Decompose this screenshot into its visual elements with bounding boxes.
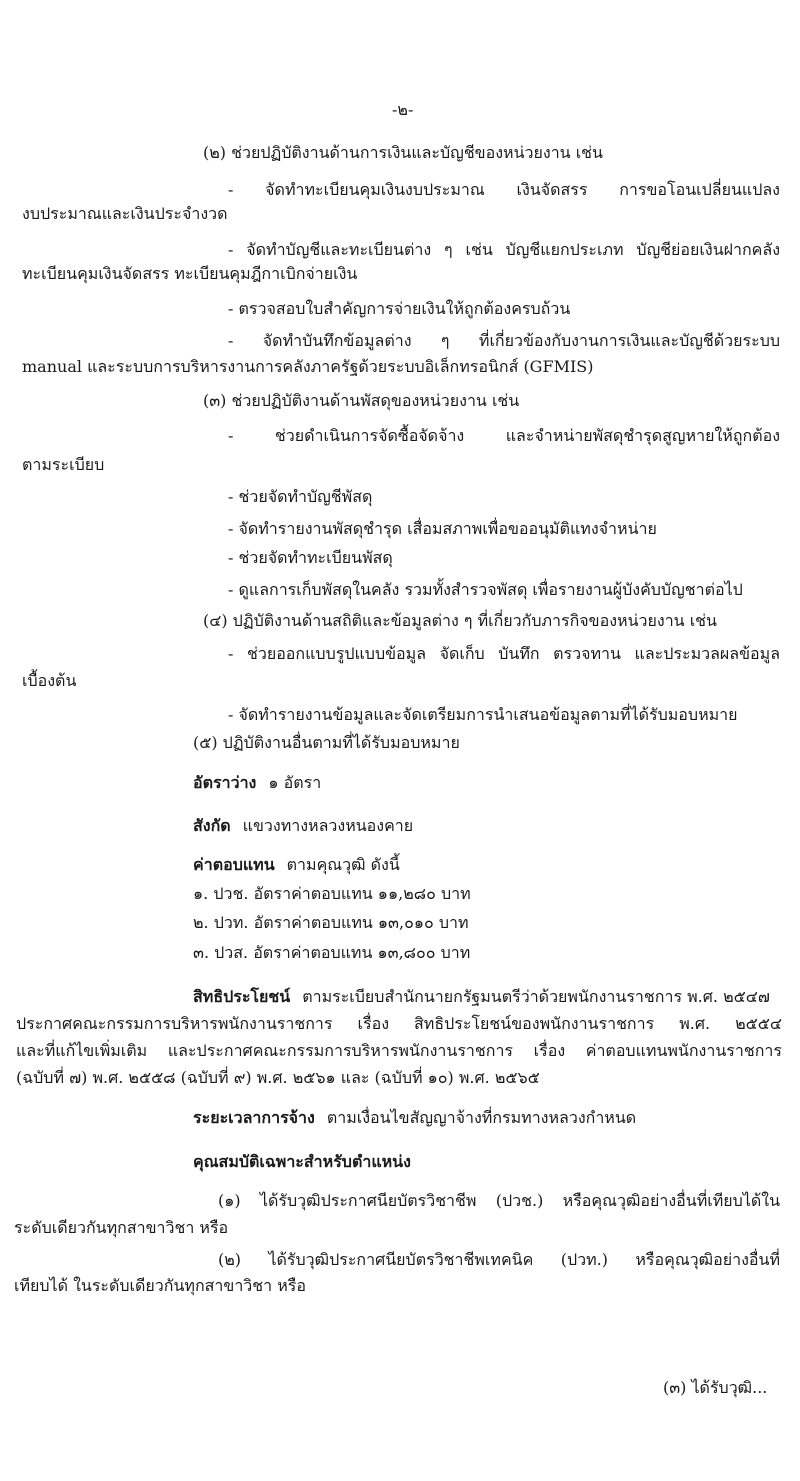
benefits-text-3: และที่แก้ไขเพิ่มเติม และประกาศคณะกรรมการบริหารพนักงานราชการ เรื่อง ค่าตอบแทนพนักงานราชการ bbox=[16, 1041, 782, 1060]
supplies-item-1-line-1: - ช่วยดำเนินการจัดซื้อจัดจ้าง และจำหน่ายพัสดุชำรุดสูญหายให้ถูกต้อง bbox=[228, 426, 780, 445]
supplies-item-2: - ช่วยจัดทำบัญชีพัสดุ bbox=[228, 487, 373, 506]
benefits-text-4: (ฉบับที่ ๗) พ.ศ. ๒๕๕๘ (ฉบับที่ ๙) พ.ศ. ๒๕๖๑ และ (ฉบับที่ ๑๐) พ.ศ. ๒๕๖๕ bbox=[16, 1068, 540, 1087]
supplies-heading: (๓) ช่วยปฏิบัติงานด้านพัสดุของหน่วยงาน เช่น bbox=[203, 391, 520, 410]
other-duties: (๕) ปฏิบัติงานอื่นตามที่ได้รับมอบหมาย bbox=[193, 733, 460, 752]
compensation-row-1: ๑. ปวช. อัตราค่าตอบแทน ๑๑,๒๘๐ บาท bbox=[193, 884, 471, 903]
employment-period-line bbox=[193, 1108, 636, 1128]
statistics-heading: (๔) ปฏิบัติงานด้านสถิติและข้อมูลต่าง ๆ ที่เกี่ยวกับภารกิจของหน่วยงาน เช่น bbox=[203, 611, 717, 630]
affiliation-value: แขวงทางหลวงหนองคาย bbox=[242, 816, 414, 835]
affiliation-label: สังกัด bbox=[193, 816, 231, 835]
page-number: -๒- bbox=[392, 100, 414, 119]
statistics-item-1-line-2: เบื้องต้น bbox=[22, 671, 77, 690]
employment-period-value: ตามเงื่อนไขสัญญาจ้างที่กรมทางหลวงกำหนด bbox=[326, 1108, 637, 1127]
benefits-line-1 bbox=[193, 987, 770, 1007]
supplies-item-3: - จัดทำรายงานพัสดุชำรุด เสื่อมสภาพเพื่อขออนุมัติแทงจำหน่าย bbox=[228, 519, 657, 538]
finance-item-2-line-2: ทะเบียนคุมเงินจัดสรร ทะเบียนคุมฎีกาเบิกจ่ายเงิน bbox=[22, 264, 358, 283]
qualification-1-line-2: ระดับเดียวกันทุกสาขาวิชา หรือ bbox=[14, 1218, 229, 1237]
qualification-2-line-2: เทียบได้ ในระดับเดียวกันทุกสาขาวิชา หรือ bbox=[14, 1276, 306, 1295]
compensation-line bbox=[193, 855, 400, 875]
employment-period-label: ระยะเวลาการจ้าง bbox=[193, 1108, 315, 1127]
statistics-item-1-line-1: - ช่วยออกแบบรูปแบบข้อมูล จัดเก็บ บันทึก ตรวจทาน และประมวลผลข้อมูล bbox=[228, 644, 780, 663]
statistics-item-2: - จัดทำรายงานข้อมูลและจัดเตรียมการนำเสนอข้อมูลตามที่ได้รับมอบหมาย bbox=[228, 705, 738, 724]
compensation-intro: ตามคุณวุฒิ ดังนี้ bbox=[286, 855, 400, 874]
vacancy-value: ๑ อัตรา bbox=[268, 773, 322, 792]
benefits-text-1: ตามระเบียบสำนักนายกรัฐมนตรีว่าด้วยพนักงานราชการ พ.ศ. ๒๕๔๗ bbox=[302, 987, 770, 1006]
finance-heading: (๒) ช่วยปฏิบัติงานด้านการเงินและบัญชีของหน่วยงาน เช่น bbox=[203, 143, 603, 162]
qualifications-heading: คุณสมบัติเฉพาะสำหรับตำแหน่ง bbox=[193, 1152, 411, 1171]
finance-item-4-line-2: manual และระบบการบริหารงานการคลังภาครัฐด้วยระบบอิเล็กทรอนิกส์ (GFMIS) bbox=[22, 357, 594, 376]
supplies-item-1-line-2: ตามระเบียบ bbox=[22, 455, 105, 474]
compensation-label: ค่าตอบแทน bbox=[193, 855, 275, 874]
finance-item-2-line-1: - จัดทำบัญชีและทะเบียนต่าง ๆ เช่น บัญชีแยกประเภท บัญชีย่อยเงินฝากคลัง bbox=[228, 240, 780, 259]
qualification-2-line-1: (๒) ได้รับวุฒิประกาศนียบัตรวิชาชีพเทคนิค (ปวท.) หรือคุณวุฒิอย่างอื่นที่ bbox=[218, 1250, 780, 1269]
benefits-text-2: ประกาศคณะกรรมการบริหารพนักงานราชการ เรื่อง สิทธิประโยชน์ของพนักงานราชการ พ.ศ. ๒๕๕๔ bbox=[16, 1014, 782, 1033]
finance-item-4-line-1: - จัดทำบันทึกข้อมูลต่าง ๆ ที่เกี่ยวข้องกับงานการเงินและบัญชีด้วยระบบ bbox=[228, 331, 780, 350]
qualification-1-line-1: (๑) ได้รับวุฒิประกาศนียบัตรวิชาชีพ (ปวช.) หรือคุณวุฒิอย่างอื่นที่เทียบได้ใน bbox=[218, 1191, 780, 1210]
finance-item-1-line-2: งบประมาณและเงินประจำงวด bbox=[22, 204, 228, 223]
compensation-row-3: ๓. ปวส. อัตราค่าตอบแทน ๑๓,๘๐๐ บาท bbox=[193, 943, 471, 962]
affiliation-line bbox=[193, 816, 413, 836]
continuation-note: (๓) ได้รับวุฒิ... bbox=[663, 1378, 768, 1397]
supplies-item-5: - ดูแลการเก็บพัสดุในคลัง รวมทั้งสำรวจพัสดุ เพื่อรายงานผู้บังคับบัญชาต่อไป bbox=[228, 580, 743, 599]
vacancy-line bbox=[193, 773, 321, 793]
compensation-row-2: ๒. ปวท. อัตราค่าตอบแทน ๑๓,๐๑๐ บาท bbox=[193, 913, 469, 932]
vacancy-label: อัตราว่าง bbox=[193, 773, 257, 792]
benefits-label: สิทธิประโยชน์ bbox=[193, 987, 291, 1006]
finance-item-1-line-1: - จัดทำทะเบียนคุมเงินงบประมาณ เงินจัดสรร การขอโอนเปลี่ยนแปลง bbox=[228, 180, 780, 199]
supplies-item-4: - ช่วยจัดทำทะเบียนพัสดุ bbox=[228, 548, 393, 567]
finance-item-3: - ตรวจสอบใบสำคัญการจ่ายเงินให้ถูกต้องครบถ้วน bbox=[228, 299, 571, 318]
